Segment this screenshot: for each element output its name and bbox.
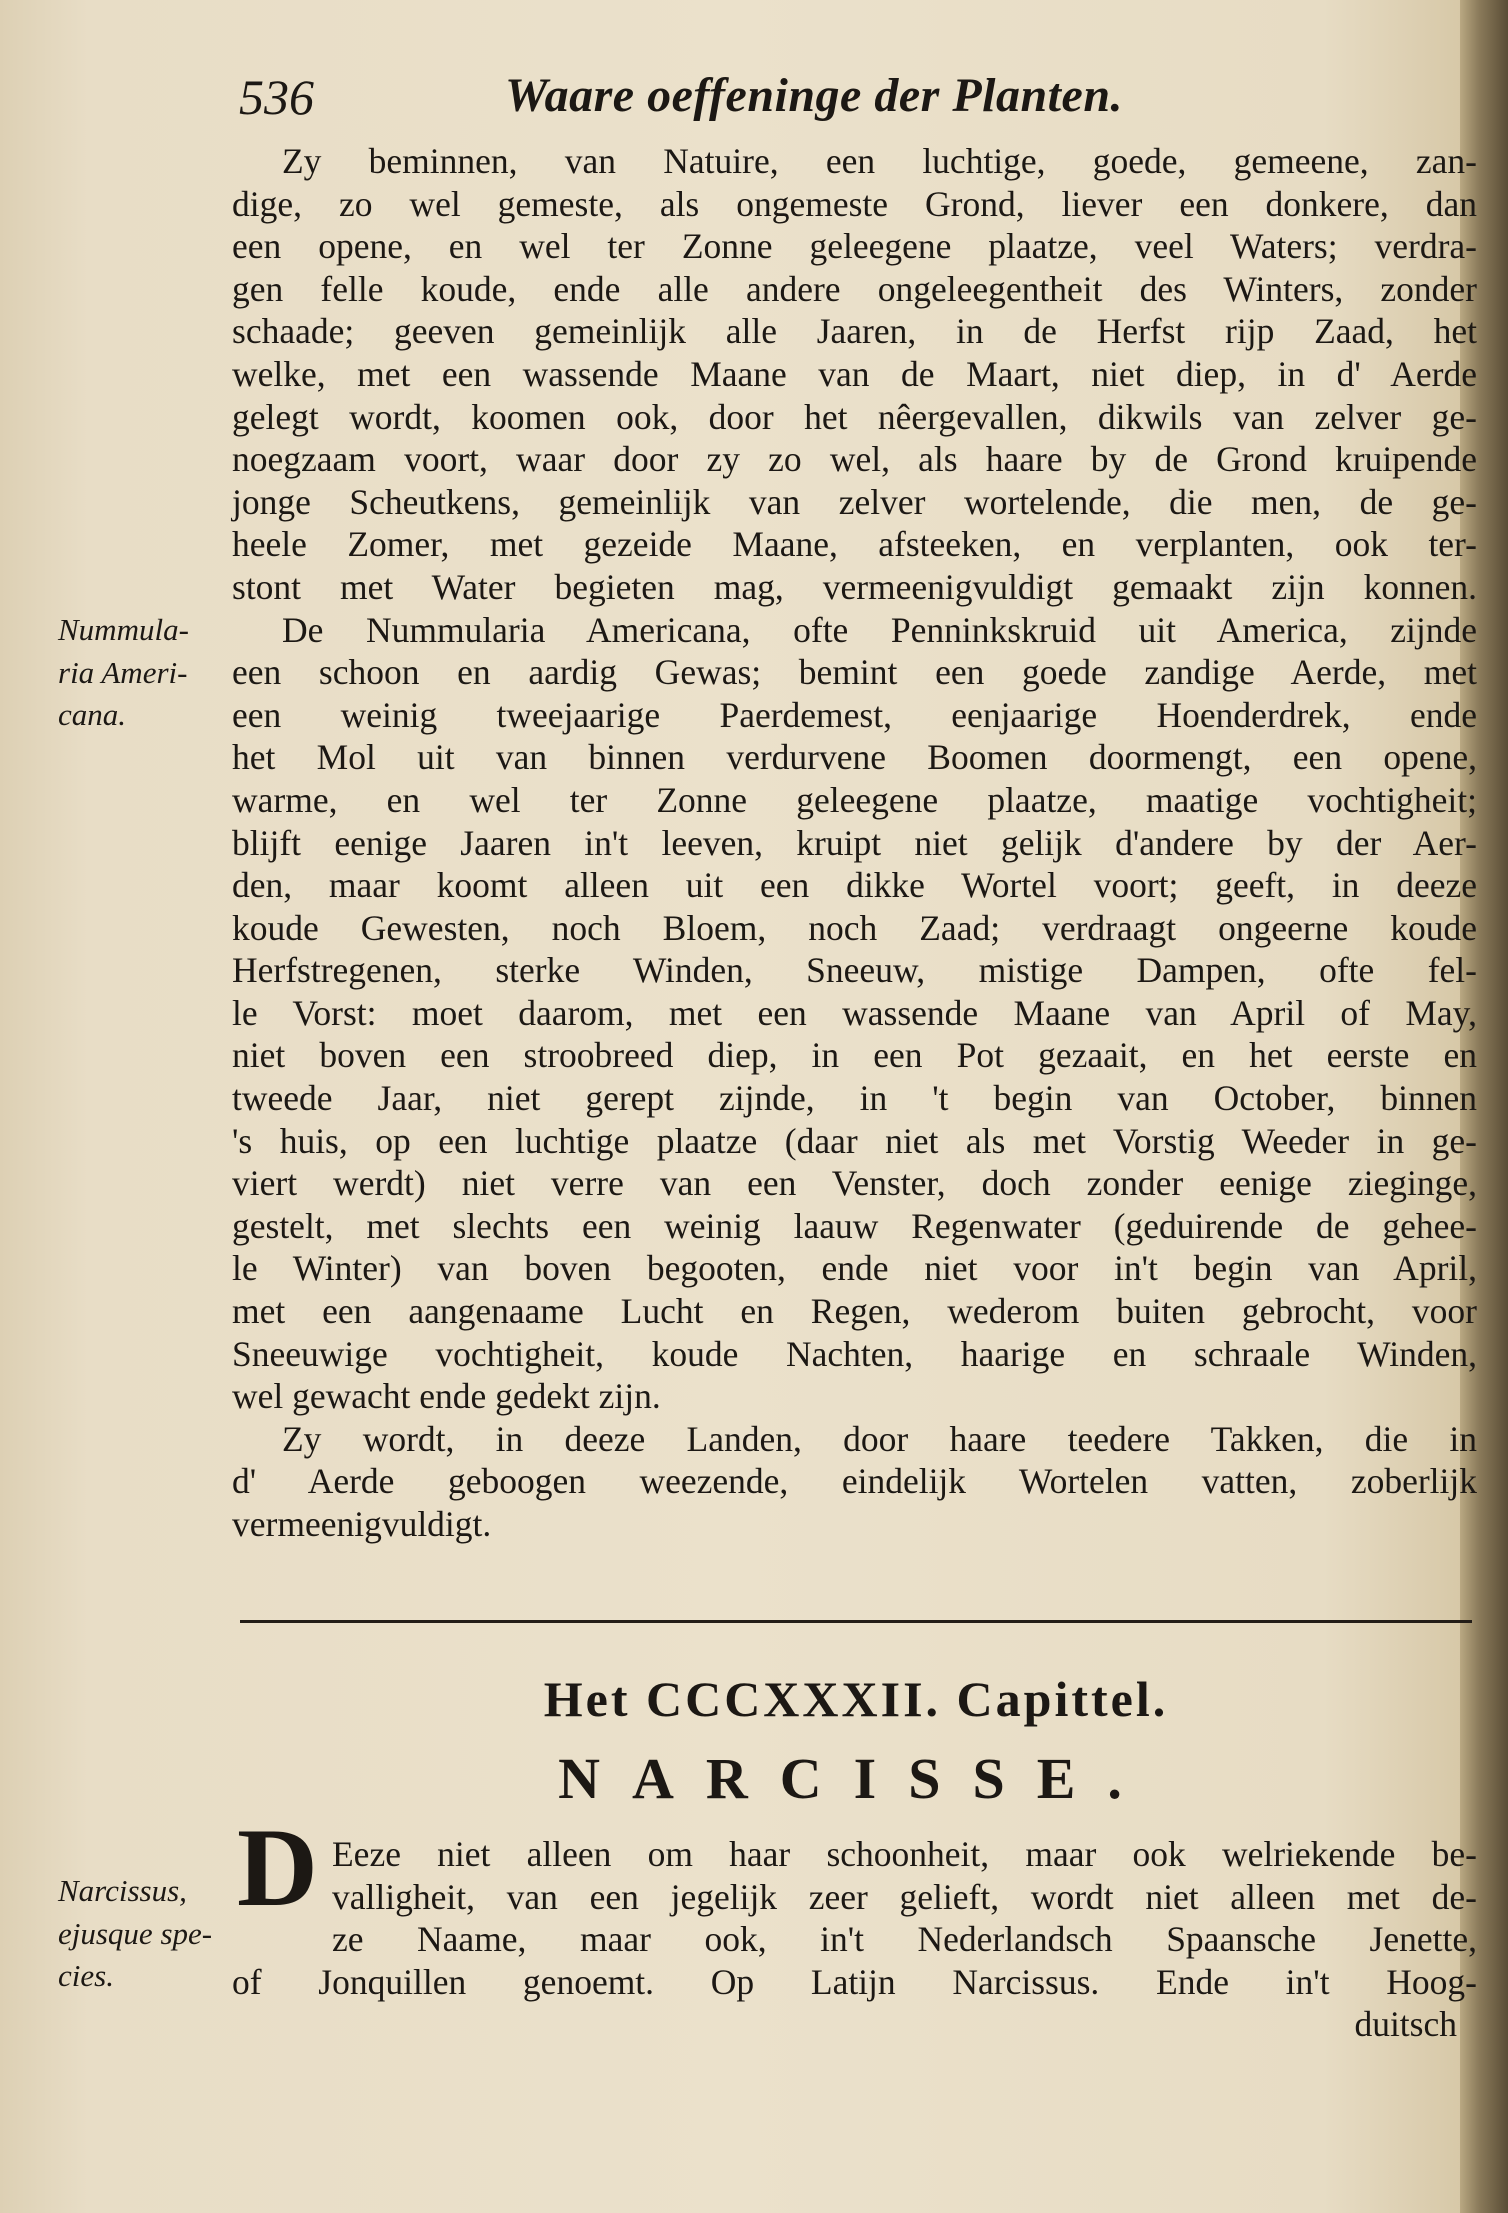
- text-line: een opene, en wel ter Zonne geleegene plaatze, veel Waters; verdra-: [232, 226, 1477, 267]
- text-line: noegzaam voort, waar door zy zo wel, als haare by de Grond kruipende: [232, 439, 1477, 480]
- text-line: Herfstregenen, sterke Winden, Sneeuw, mistige Dampen, ofte fel-: [232, 950, 1477, 991]
- margin-note-line: cana.: [58, 697, 127, 733]
- text-line: le Winter) van boven begooten, ende niet voor in't begin van April,: [232, 1248, 1477, 1289]
- running-head: Waare oeffeninge der Planten.: [505, 69, 1124, 122]
- text-line: heele Zomer, met gezeide Maane, afsteeken, en verplanten, ook ter-: [232, 524, 1477, 565]
- text-line: koude Gewesten, noch Bloem, noch Zaad; verdraagt ongeerne koude: [232, 907, 1477, 948]
- text-line: gen felle koude, ende alle andere ongeleegentheit des Winters, zonder: [232, 268, 1477, 309]
- text-line: welke, met een wassende Maane van de Maart, niet diep, in d' Aerde: [232, 353, 1477, 394]
- section-rule: [240, 1620, 1472, 1623]
- text-line: viert werdt) niet verre van een Venster, doch zonder eenige zieginge,: [232, 1163, 1477, 1204]
- text-line: valligheit, van een jegelijk zeer gelieft, wordt niet alleen met de-: [332, 1876, 1477, 1917]
- margin-note-line: cies.: [58, 1958, 114, 1994]
- text-line: het Mol uit van binnen verdurvene Boomen doormengt, een opene,: [232, 737, 1477, 778]
- text-line: Sneeuwige vochtigheit, koude Nachten, haarige en schraale Winden,: [232, 1333, 1477, 1374]
- text-line: niet boven een stroobreed diep, in een Pot gezaait, en het eerste en: [232, 1035, 1477, 1076]
- text-line: stont met Water begieten mag, vermeenigvuldigt gemaakt zijn konnen.: [232, 566, 1477, 607]
- text-line: schaade; geeven gemeinlijk alle Jaaren, in de Herfst rijp Zaad, het: [232, 311, 1477, 352]
- margin-note-line: Narcissus,: [58, 1873, 187, 1908]
- text-line: gestelt, met slechts een weinig laauw Regenwater (geduirende de gehee-: [232, 1205, 1477, 1246]
- text-line: Eeze niet alleen om haar schoonheit, maar ook welriekende be-: [332, 1834, 1477, 1874]
- text-line: Zy beminnen, van Natuire, een luchtige, goede, gemeene, zan-: [282, 141, 1477, 181]
- margin-note-line: ria Ameri-: [58, 654, 188, 690]
- text-line: tweede Jaar, niet gerept zijnde, in 't begin van October, binnen: [232, 1078, 1477, 1119]
- text-line: De Nummularia Americana, ofte Penninkskruid uit America, zijnde: [282, 609, 1477, 650]
- text-line: met een aangenaame Lucht en Regen, wederom buiten gebrocht, voor: [232, 1291, 1477, 1332]
- text-line: of Jonquillen genoemt. Op Latijn Narcissus. Ende in't Hoog-: [232, 1961, 1477, 2002]
- page-header: [235, 68, 1475, 128]
- body-text: [232, 140, 1477, 1546]
- text-line: dige, zo wel gemeste, als ongemeste Grond, liever een donkere, dan: [232, 183, 1477, 224]
- chapter-body: [232, 1833, 1477, 2046]
- text-line: een weinig tweejaarige Paerdemest, eenjaarige Hoenderdrek, ende: [232, 694, 1477, 735]
- text-line: vermeenigvuldigt.: [232, 1504, 492, 1544]
- margin-note-line: Nummula-: [58, 612, 189, 647]
- text-line: le Vorst: moet daarom, met een wassende Maane van April of May,: [232, 992, 1477, 1033]
- margin-note-nummularia: [58, 609, 218, 737]
- margin-note-line: ejusque spe-: [58, 1915, 213, 1951]
- text-line: warme, en wel ter Zonne geleegene plaatze, maatige vochtigheit;: [232, 779, 1477, 820]
- text-line: een schoon en aardig Gewas; bemint een goede zandige Aerde, met: [232, 652, 1477, 693]
- catchword: duitsch: [1354, 2004, 1457, 2045]
- chapter-title: NARCISSE.: [558, 1746, 1154, 1811]
- text-line: blijft eenige Jaaren in't leeven, kruipt niet gelijk d'andere by der Aer-: [232, 822, 1477, 863]
- margin-note-narcissus: [58, 1870, 218, 1998]
- page-number: 536: [239, 69, 314, 125]
- text-line: Zy wordt, in deeze Landen, door haare teedere Takken, die in: [282, 1418, 1477, 1459]
- chapter-heading: Het CCCXXXII. Capittel.: [543, 1671, 1169, 1727]
- text-line: wel gewacht ende gedekt zijn.: [232, 1376, 661, 1417]
- text-line: ze Naame, maar ook, in't Nederlandsch Spaansche Jenette,: [332, 1919, 1477, 1960]
- text-line: 's huis, op een luchtige plaatze (daar niet als met Vorstig Weeder in ge-: [232, 1120, 1477, 1161]
- text-line: gelegt wordt, koomen ook, door het nêergevallen, dikwils van zelver ge-: [232, 396, 1477, 437]
- drop-cap: D: [237, 1806, 318, 1930]
- text-line: den, maar koomt alleen uit een dikke Wortel voort; geeft, in deeze: [232, 865, 1477, 906]
- text-line: jonge Scheutkens, gemeinlijk van zelver wortelende, die men, de ge-: [232, 481, 1477, 522]
- text-line: d' Aerde geboogen weezende, eindelijk Wortelen vatten, zoberlijk: [232, 1461, 1477, 1502]
